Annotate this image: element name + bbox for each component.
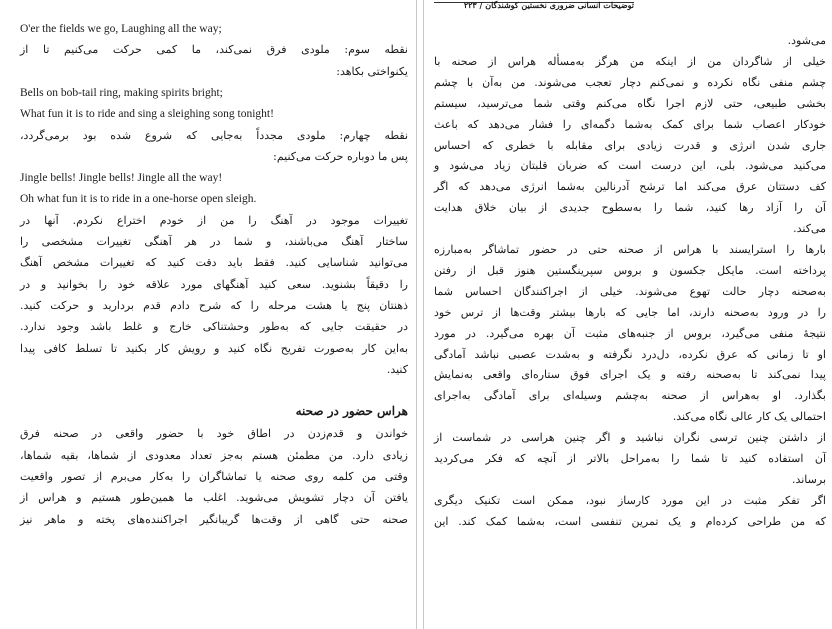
- paragraph-line: زیادی دارد. من مطمئن هستم به‌جز تعداد معدودی از شماها، بقیه شماها،: [20, 448, 408, 462]
- paragraph-line: جاری شدن انرژی و قدرت زیادی برای مقابله با خطری که احساس: [434, 138, 826, 152]
- paragraph-line: احتمالی یک کار عالی نگاه می‌کند.: [672, 410, 826, 424]
- paragraph-line: در حقیقت جایی که به‌طور وحشتناکی خارج و غلط باشد وجود ندارد.: [20, 320, 408, 334]
- paragraph-line: پرداخته است. مایکل جکسون و بروس سپرینگستین هنوز قبل از رفتن: [434, 263, 826, 277]
- paragraph-line: پیدا نمی‌کند تا به‌صحنه رفته و یک اجرای فوق ستاره‌ای واقعی به‌نمایش: [434, 368, 826, 382]
- paragraph-line: کف دستتان عرق می‌کند اما ترشح آدرنالین به‌شما انرژی می‌دهد که اگر: [434, 180, 826, 194]
- paragraph-line: بگذارد. او به‌هراس از صحنه به‌چشم وسیله‌ای برای آمادگی به‌اجرای: [434, 389, 826, 403]
- paragraph-line: ساختار آهنگ می‌باشند، و شما در هر آهنگی تغییرات مشخصی را: [20, 235, 408, 248]
- paragraph-line: خیلی از شاگردان من از اینکه من هرگز به‌مسأله هراس از صحنه با: [434, 54, 826, 68]
- paragraph-line: پس ما دوباره حرکت می‌کنیم:: [273, 149, 408, 163]
- paragraph-line: بارها را استرایسند با هراس از صحنه حتی در حضور تماشاگر به‌مبارزه: [434, 243, 826, 256]
- right-page: [426, 0, 832, 629]
- paragraph-line: ذهنتان پنج یا هشت مرحله را که شرح دادم قدم بردارید و حرکت کنید.: [20, 298, 408, 312]
- paragraph-line: می‌کند.: [793, 222, 826, 236]
- paragraph-line: بخشی طبیعی، حتی لازم اجرا نگاه می‌کنم وقتی شما می‌ترسید، سیستم: [434, 96, 826, 110]
- paragraph-line: می‌شود.: [787, 34, 826, 47]
- paragraph-line: وقتی من کلمه روی صحنه یا تماشاگران را به‌کار می‌برم از تصور واقعیت: [20, 470, 408, 483]
- page-gutter-line: [416, 0, 417, 629]
- paragraph-line: خودکار اعصاب شما برای کمک به‌شما دگمه‌ای را فشار می‌دهد که باعث: [434, 117, 826, 131]
- paragraph-line: به‌صحنه دچار حالت تهوع می‌شوند. خیلی از اجراکنندگان احساس شما: [434, 284, 826, 298]
- paragraph-line: را دقیقاً بشنوید. سعی کنید آهنگهای مورد علاقه خود را بخوانید و در: [20, 277, 408, 291]
- paragraph-line: یکنواختی بکاهد:: [336, 64, 408, 78]
- paragraph-line: به‌این کار به‌صورت تفریح نگاه کنید و رویش کار بکنید تا تسلط کافی پیدا: [20, 341, 408, 355]
- paragraph-line: کنید.: [386, 362, 408, 376]
- paragraph-line: او تا زمانی که عرق نکرده، دل‌درد نگرفته و به‌شدت عصبی نباشد آمادگی: [434, 347, 826, 361]
- paragraph-line: که من طراحی کرده‌ام و یک تمرین تنفسی است، به‌شما کمک کند. این: [434, 514, 826, 528]
- paragraph-line: می‌توانید شناسایی کنید. فقط باید دقت کنید که تغییرات مشخص آهنگ: [20, 256, 408, 270]
- song-lyric-line: What fun it is to ride and sing a sleighing song tonight!: [20, 108, 274, 121]
- paragraph-line: نقطه سوم: ملودی فرق نمی‌کند، ما کمی حرکت می‌کنیم تا از: [20, 43, 408, 57]
- running-header: توضیحات انسانی ضروری نخستین کوشندگان / ۲۲۳: [463, 0, 634, 10]
- paragraph-line: یافتن آن دچار تشویش می‌شوید. اغلب ما همین‌طور هستیم و هراس از: [20, 491, 408, 505]
- paragraph-line: تغییرات موجود در آهنگ را من از خودم اختراع نکردم. آنها در: [20, 213, 408, 227]
- paragraph-line: چشم منفی نگاه نکرده و نمی‌کنم دچار تعجب می‌شوند. من به‌آن با چشم: [434, 75, 826, 89]
- paragraph-line: نقطه چهارم: ملودی مجدداً به‌جایی که شروع شده بود برمی‌گردد،: [20, 128, 408, 142]
- paragraph-line: صحنه حتی گاهی از وقت‌ها گریبانگیر اجراکننده‌های پخته و ماهر نیز: [20, 512, 408, 526]
- song-lyric-line: Bells on bob-tail ring, making spirits bright;: [20, 86, 223, 99]
- left-page: [0, 0, 414, 629]
- paragraph-line: آن استفاده کنید تا شما را به‌مراحل بالاتر از آنچه که فکر می‌کردید: [434, 452, 826, 465]
- paragraph-line: از داشتن چنین ترسی نگران نباشید و اگر چنین هراسی در شماست از: [434, 431, 826, 445]
- section-heading: هراس حضور در صحنه: [295, 404, 408, 419]
- song-lyric-line: Oh what fun it is to ride in a one-horse open sleigh.: [20, 193, 257, 206]
- paragraph-line: برساند.: [791, 472, 826, 486]
- paragraph-line: آن را آزاد رها کنید، شما را به‌سطوح جدیدی از بیان خلاق هدایت: [434, 201, 826, 215]
- song-lyric-line: Jingle bells! Jingle bells! Jingle all the way!: [20, 172, 223, 185]
- paragraph-line: را در ورود به‌صحنه دارند، اما جایی که بارها بیشتر وقت‌ها از ترس خود: [434, 305, 826, 319]
- paragraph-line: خواندن و قدم‌زدن در اطاق خود با حضور واقعی در صحنه فرق: [20, 427, 408, 441]
- paragraph-line: اگر تفکر مثبت در این مورد کارساز نبود، ممکن است تکنیک دیگری: [434, 493, 826, 507]
- song-lyric-line: O'er the fields we go, Laughing all the way;: [20, 23, 222, 35]
- paragraph-line: می‌کنید می‌شود. بلی، این درست است که ضربان قلبتان زیاد می‌شود و: [434, 159, 826, 173]
- paragraph-line: نتیجهٔ منفی می‌گیرد، بروس از جنبه‌های مثبت آن بهره می‌گیرد. در مورد: [434, 326, 826, 340]
- page-gutter-line-2: [423, 0, 424, 629]
